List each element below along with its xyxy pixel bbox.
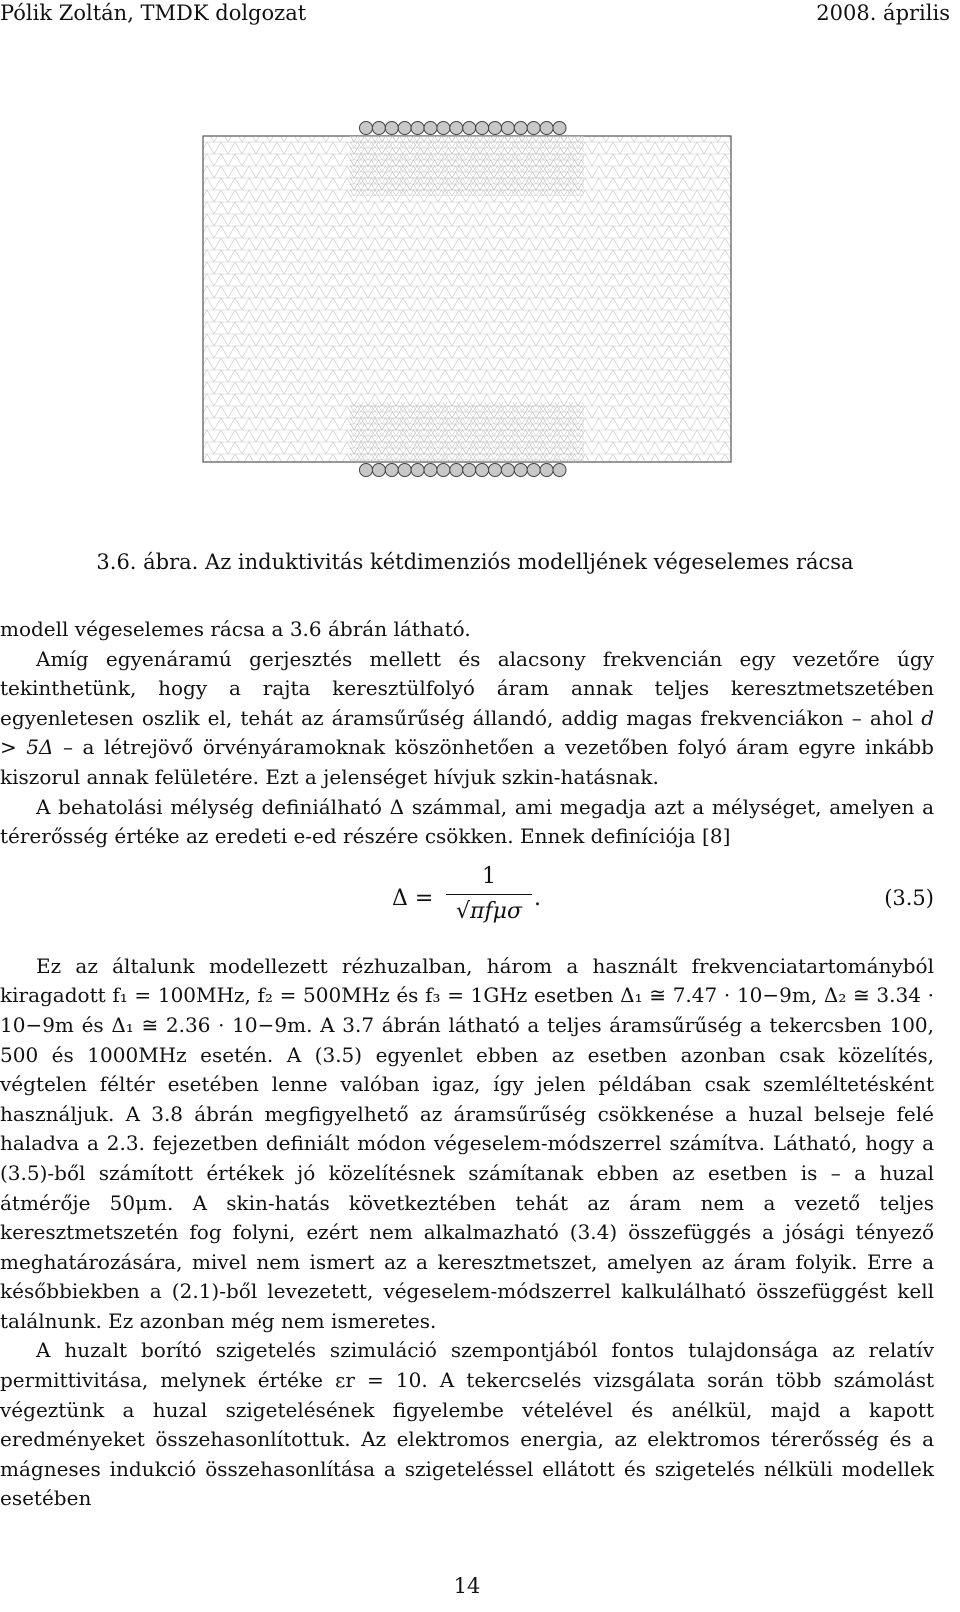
top-conductor-3 [385, 122, 398, 135]
equation-3-5 [0, 858, 934, 938]
bottom-conductor-8 [450, 464, 463, 477]
body-text [0, 615, 934, 1514]
mesh-figure [200, 118, 734, 490]
paragraph-1-math: d > 5Δ [0, 705, 934, 760]
page-number: 14 [453, 1574, 481, 1598]
paragraph-3: Ez az általunk modellezett rézhuzalban, három a használt frekvenciatartományból kiragadott f₁ = 100MHz, f₂ = 500MHz és f₃ = 1GHz esetben Δ₁ ≅ 7.47 · 10−9m, Δ₂ ≅ 3.34 · 10−9m és Δ₁ ≅ 2.36 · 10−9m. A 3.7 ábrán látható a teljes áramsűrűség a tekercsben 100, 500 és 1000MHz esetén. A (3.5) egyenlet ebben az esetben azonban csak közelítés, végtelen féltér esetében lenne valóban igaz, így jelen példában csak szemléltetésként használjuk. A 3.8 ábrán megfigyelhető az áramsűrűség csökkenése a huzal belseje felé haladva a 2.3. fejezetben definiált módon végeselem-módszerrel számítva. Látható, hogy a (3.5)-ből számított értékek jó közelítésnek számítanak ebben az esetben is – a huzal átmérője 50μm. A skin-hatás következtében tehát az áram nem a vezető teljes keresztmetszetén fog folyni, ezért nem alkalmazható (3.4) összefüggés a jósági tényező meghatározására, mivel nem ismert az a keresztmetszet, amelyen az áram folyik. Erre a későbbiekben a (2.1)-ből levezetett, végeselem-módszerrel kalkulálható összefüggést kell találnunk. Ez azonban még nem ismeretes. [0, 953, 934, 1333]
top-conductor-8 [450, 122, 463, 135]
top-conductor-11 [489, 122, 502, 135]
top-conductor-7 [437, 122, 450, 135]
page-header [0, 0, 950, 30]
equation-numerator: 1 [446, 862, 532, 896]
paragraph-2: A behatolási mélység definiálható Δ számmal, ami megadja azt a mélységet, amelyen a térerősség értéke az eredeti e-ed részére csökken. Ennek definíciója [8] [0, 794, 934, 849]
top-conductor-9 [463, 122, 476, 135]
figure-caption: 3.6. ábra. Az induktivitás kétdimenziós modelljének végeselemes rácsa [96, 550, 854, 574]
bottom-conductor-3 [385, 464, 398, 477]
top-conductor-1 [360, 122, 373, 135]
mesh-svg [200, 118, 734, 490]
bottom-conductor-5 [411, 464, 424, 477]
bottom-conductor-9 [463, 464, 476, 477]
bottom-conductor-7 [437, 464, 450, 477]
equation-lhs: Δ = [392, 885, 434, 911]
top-conductor-6 [424, 122, 437, 135]
header-date: 2008. április [816, 1, 950, 25]
top-conductor-10 [476, 122, 489, 135]
header-author: Pólik Zoltán, TMDK dolgozat [0, 1, 307, 25]
equation-denominator: √πfμσ [456, 899, 522, 925]
top-conductor-4 [398, 122, 411, 135]
bottom-conductor-6 [424, 464, 437, 477]
bottom-conductor-2 [372, 464, 385, 477]
paragraph-4: A huzalt borító szigetelés szimuláció szempontjából fontos tulajdonsága az relatív permittivitása, melynek értéke εr = 10. A tekercselés vizsgálata során több számolást végeztünk a huzal szigetelésének figyelembe vételével és anélkül, majd a kapott eredményeket összehasonlítottuk. Az elektromos energia, az elektromos térerősség és a mágneses indukció összehasonlítása a szigeteléssel ellátott és szigetelés nélküli modellek esetében [0, 1338, 934, 1511]
paragraph-1 [0, 645, 934, 793]
paragraph-1-part-a: Amíg egyenáramú gerjesztés mellett és alacsony frekvencián egy vezetőre úgy tekinthetünk, hogy a rajta keresztülfolyó áram annak teljes keresztmetszetében egyenletesen oszlik el, tehát az áramsűrűség állandó, addig magas frekvenciákon – ahol [0, 646, 934, 730]
top-conductor-13 [514, 122, 527, 135]
bottom-conductor-10 [476, 464, 489, 477]
bottom-conductor-12 [501, 464, 514, 477]
paragraph-1-part-b: – a létrejövő örvényáramoknak köszönhetően a vezetőben folyó áram egyre inkább kiszorul annak felületére. Ezt a jelenséget hívjuk szkin-hatásnak. [0, 735, 934, 789]
equation-number: (3.5) [884, 885, 934, 910]
bottom-conductor-1 [360, 464, 373, 477]
bottom-conductor-13 [514, 464, 527, 477]
bottom-conductor-14 [527, 464, 540, 477]
bottom-conductor-15 [540, 464, 553, 477]
bottom-conductor-11 [489, 464, 502, 477]
top-conductor-15 [540, 122, 553, 135]
top-conductor-14 [527, 122, 540, 135]
mesh-refined-top [350, 136, 584, 196]
bottom-conductors [360, 464, 567, 477]
top-conductor-2 [372, 122, 385, 135]
equation-fraction [446, 862, 532, 927]
top-conductor-5 [411, 122, 424, 135]
bottom-conductor-16 [553, 464, 566, 477]
bottom-conductor-4 [398, 464, 411, 477]
top-conductor-12 [501, 122, 514, 135]
equation-period: . [534, 885, 541, 911]
paragraph-0: modell végeselemes rácsa a 3.6 ábrán látható. [0, 617, 471, 641]
top-conductor-16 [553, 122, 566, 135]
mesh-refined-bottom [350, 402, 584, 462]
top-conductors [360, 122, 567, 135]
